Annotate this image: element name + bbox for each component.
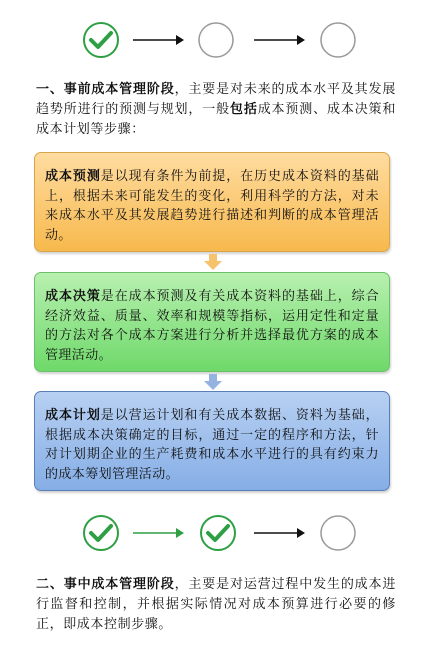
step-svg-bottom [0,513,430,553]
section1-text-a: ，主要是对未来的成本水平及其发展趋势所进行的预测与规划，一般 [36,82,396,117]
check-circle-icon [84,23,118,57]
box-term: 成本预测 [45,169,101,184]
box-term: 成本计划 [45,408,101,423]
step-svg-top [0,20,430,60]
cost-plan-box [34,391,390,491]
box-text: 是以营运计划和有关成本数据、资料为基础，根据成本决策确定的目标，通过一定的程序和方法，针对计划期企业的生产耗费和成本水平进行的具有约束力的成本筹划管理活动。 [45,408,379,482]
empty-circle-icon [199,23,233,57]
step-indicator-bottom [0,513,430,553]
check-circle-icon [201,516,235,550]
section1-text-b: 成本预测、成本决策和成本计划等步骤： [36,102,396,137]
section2-text: ，主要是对运营过程中发生的成本进行监督和控制，并根据实际情况对成本预算进行必要的修正，即成本控制步骤。 [36,577,396,632]
empty-circle-icon [321,23,355,57]
check-circle-icon [84,516,118,550]
section1-paragraph [36,80,396,140]
right-arrow-icon [133,528,184,538]
box-text: 是以现有条件为前提，在历史成本资料的基础上，根据未来可能发生的变化，利用科学的方法，对未来成本水平及其发展趋势进行描述和判断的成本管理活动。 [45,169,379,243]
section2-heading: 二、事中成本管理阶段 [36,577,175,592]
down-arrow-icon [203,374,223,390]
step-indicator-top [0,20,430,60]
right-arrow-icon [254,35,305,45]
section1-emph: 包括 [229,102,258,117]
cost-decision-box [34,272,390,372]
down-arrow-icon [203,254,223,270]
box-text: 是在成本预测及有关成本资料的基础上，综合经济效益、质量、效率和规模等指标，运用定性和定量的方法对各个成本方案进行分析并选择最优方案的成本管理活动。 [45,289,379,363]
section2-paragraph [36,575,396,635]
right-arrow-icon [254,528,305,538]
right-arrow-icon [133,35,184,45]
cost-forecast-box [34,152,390,252]
empty-circle-icon [321,516,355,550]
box-term: 成本决策 [45,289,101,304]
section1-heading: 一、事前成本管理阶段 [36,82,175,97]
